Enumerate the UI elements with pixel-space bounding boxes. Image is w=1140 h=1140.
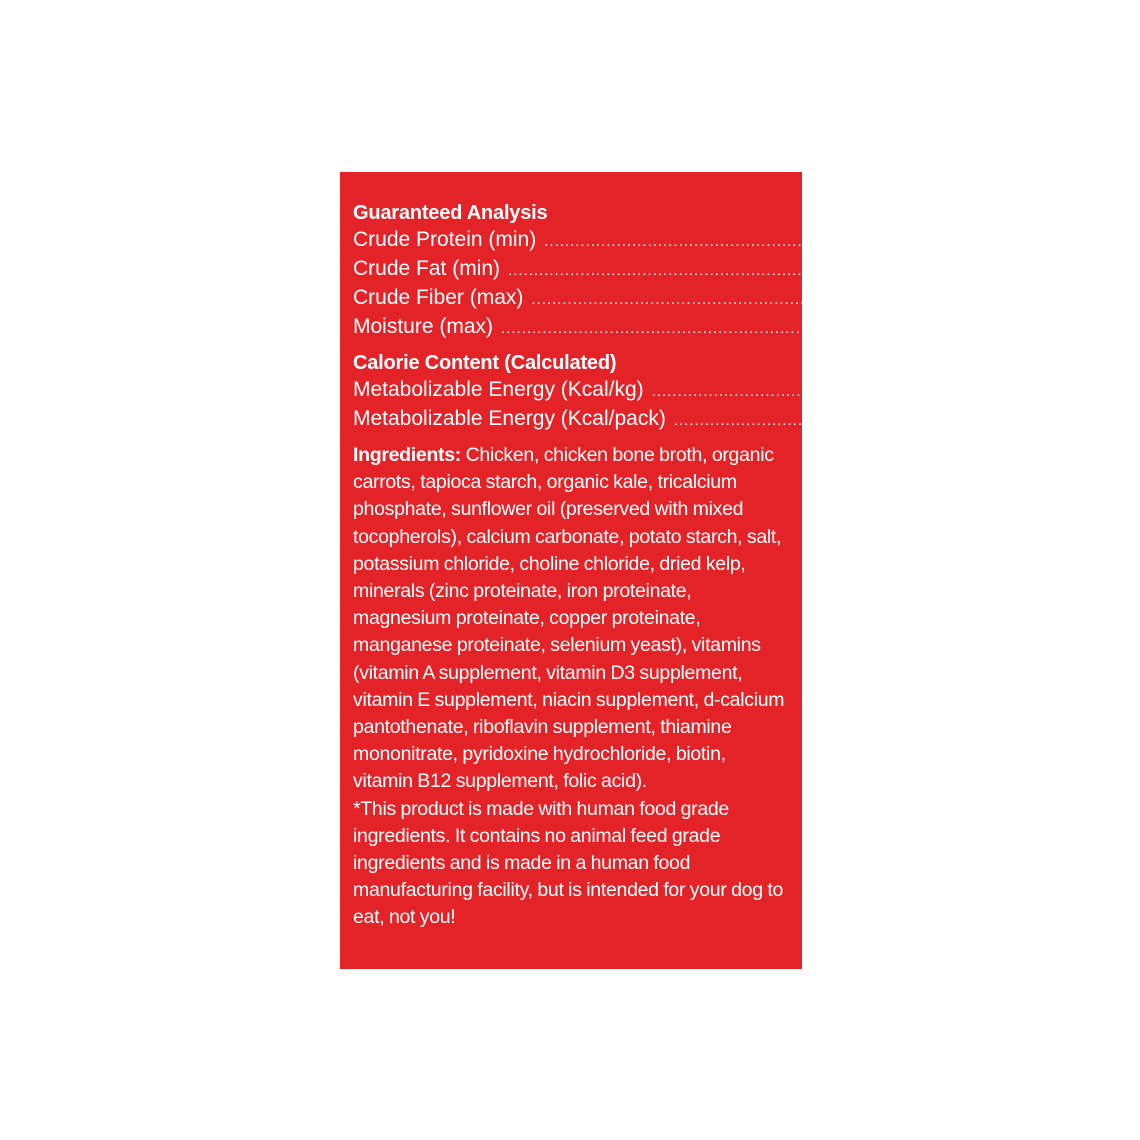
leader-dots: ............................................................................ [501, 320, 894, 337]
analysis-row-protein [353, 226, 1001, 255]
analysis-name: Crude Fat (min) [353, 257, 501, 280]
section-gap [353, 342, 788, 350]
analysis-row-fat [353, 255, 965, 284]
calorie-name: Metabolizable Energy (Kcal/kg) [353, 378, 644, 401]
analysis-name: Crude Fiber (max) [353, 286, 524, 309]
calorie-name: Metabolizable Energy (Kcal/pack) [353, 407, 666, 430]
leader-dots: ............................................................................ [531, 291, 925, 308]
calorie-row-kg [353, 376, 1084, 405]
calorie-content-heading: Calorie Content (Calculated) [353, 352, 617, 374]
analysis-name: Crude Protein (min) [353, 228, 537, 251]
leader-dots: ............................................................................ [673, 412, 1067, 429]
disclaimer-text: *This product is made with human food grade ingredients. It contains no animal feed grade ingredients and is made in a human food manufacturing facility, but is intended for your dog to eat, not you! [353, 797, 784, 929]
analysis-row-fiber [353, 284, 988, 313]
calorie-value: 243 [1070, 407, 1106, 430]
leader-dots: ............................................................................ [508, 262, 901, 279]
nutrition-label-panel [340, 172, 1106, 969]
leader-dots: ............................................................................ [651, 383, 1045, 400]
analysis-value: 9.00% [940, 228, 1001, 251]
analysis-value: 82.0% [897, 315, 958, 338]
analysis-value: 1.50% [928, 286, 988, 309]
section-gap [353, 434, 788, 442]
guaranteed-analysis-heading: Guaranteed Analysis [353, 202, 548, 224]
calorie-row-pack [353, 405, 1106, 434]
calorie-value: 783 [1048, 378, 1084, 401]
analysis-row-moisture [353, 313, 958, 342]
analysis-name: Moisture (max) [353, 315, 494, 338]
ingredients-paragraph [353, 442, 788, 796]
ingredients-label: Ingredients: [353, 444, 461, 466]
analysis-value: 2.00% [904, 257, 965, 280]
leader-dots: ............................................................................ [544, 233, 937, 250]
ingredients-text: Chicken, chicken bone broth, organic carrots, tapioca starch, organic kale, tricalcium phosphate, sunflower oil (preserved with mixed tocopherols), calcium carbonate, potato starch, salt, potassium chloride, choline chloride, dried kelp, minerals (zinc proteinate, iron proteinate, magnesium proteinate, copper proteinate, manganese proteinate, selenium yeast), vitamins (vitamin A supplement, vitamin D3 supplement, vitamin E supplement, niacin supplement, d-calcium pantothenate, riboflavin supplement, thiamine mononitrate, pyridoxine hydrochloride, biotin, vitamin B12 supplement, folic acid). [353, 444, 785, 793]
